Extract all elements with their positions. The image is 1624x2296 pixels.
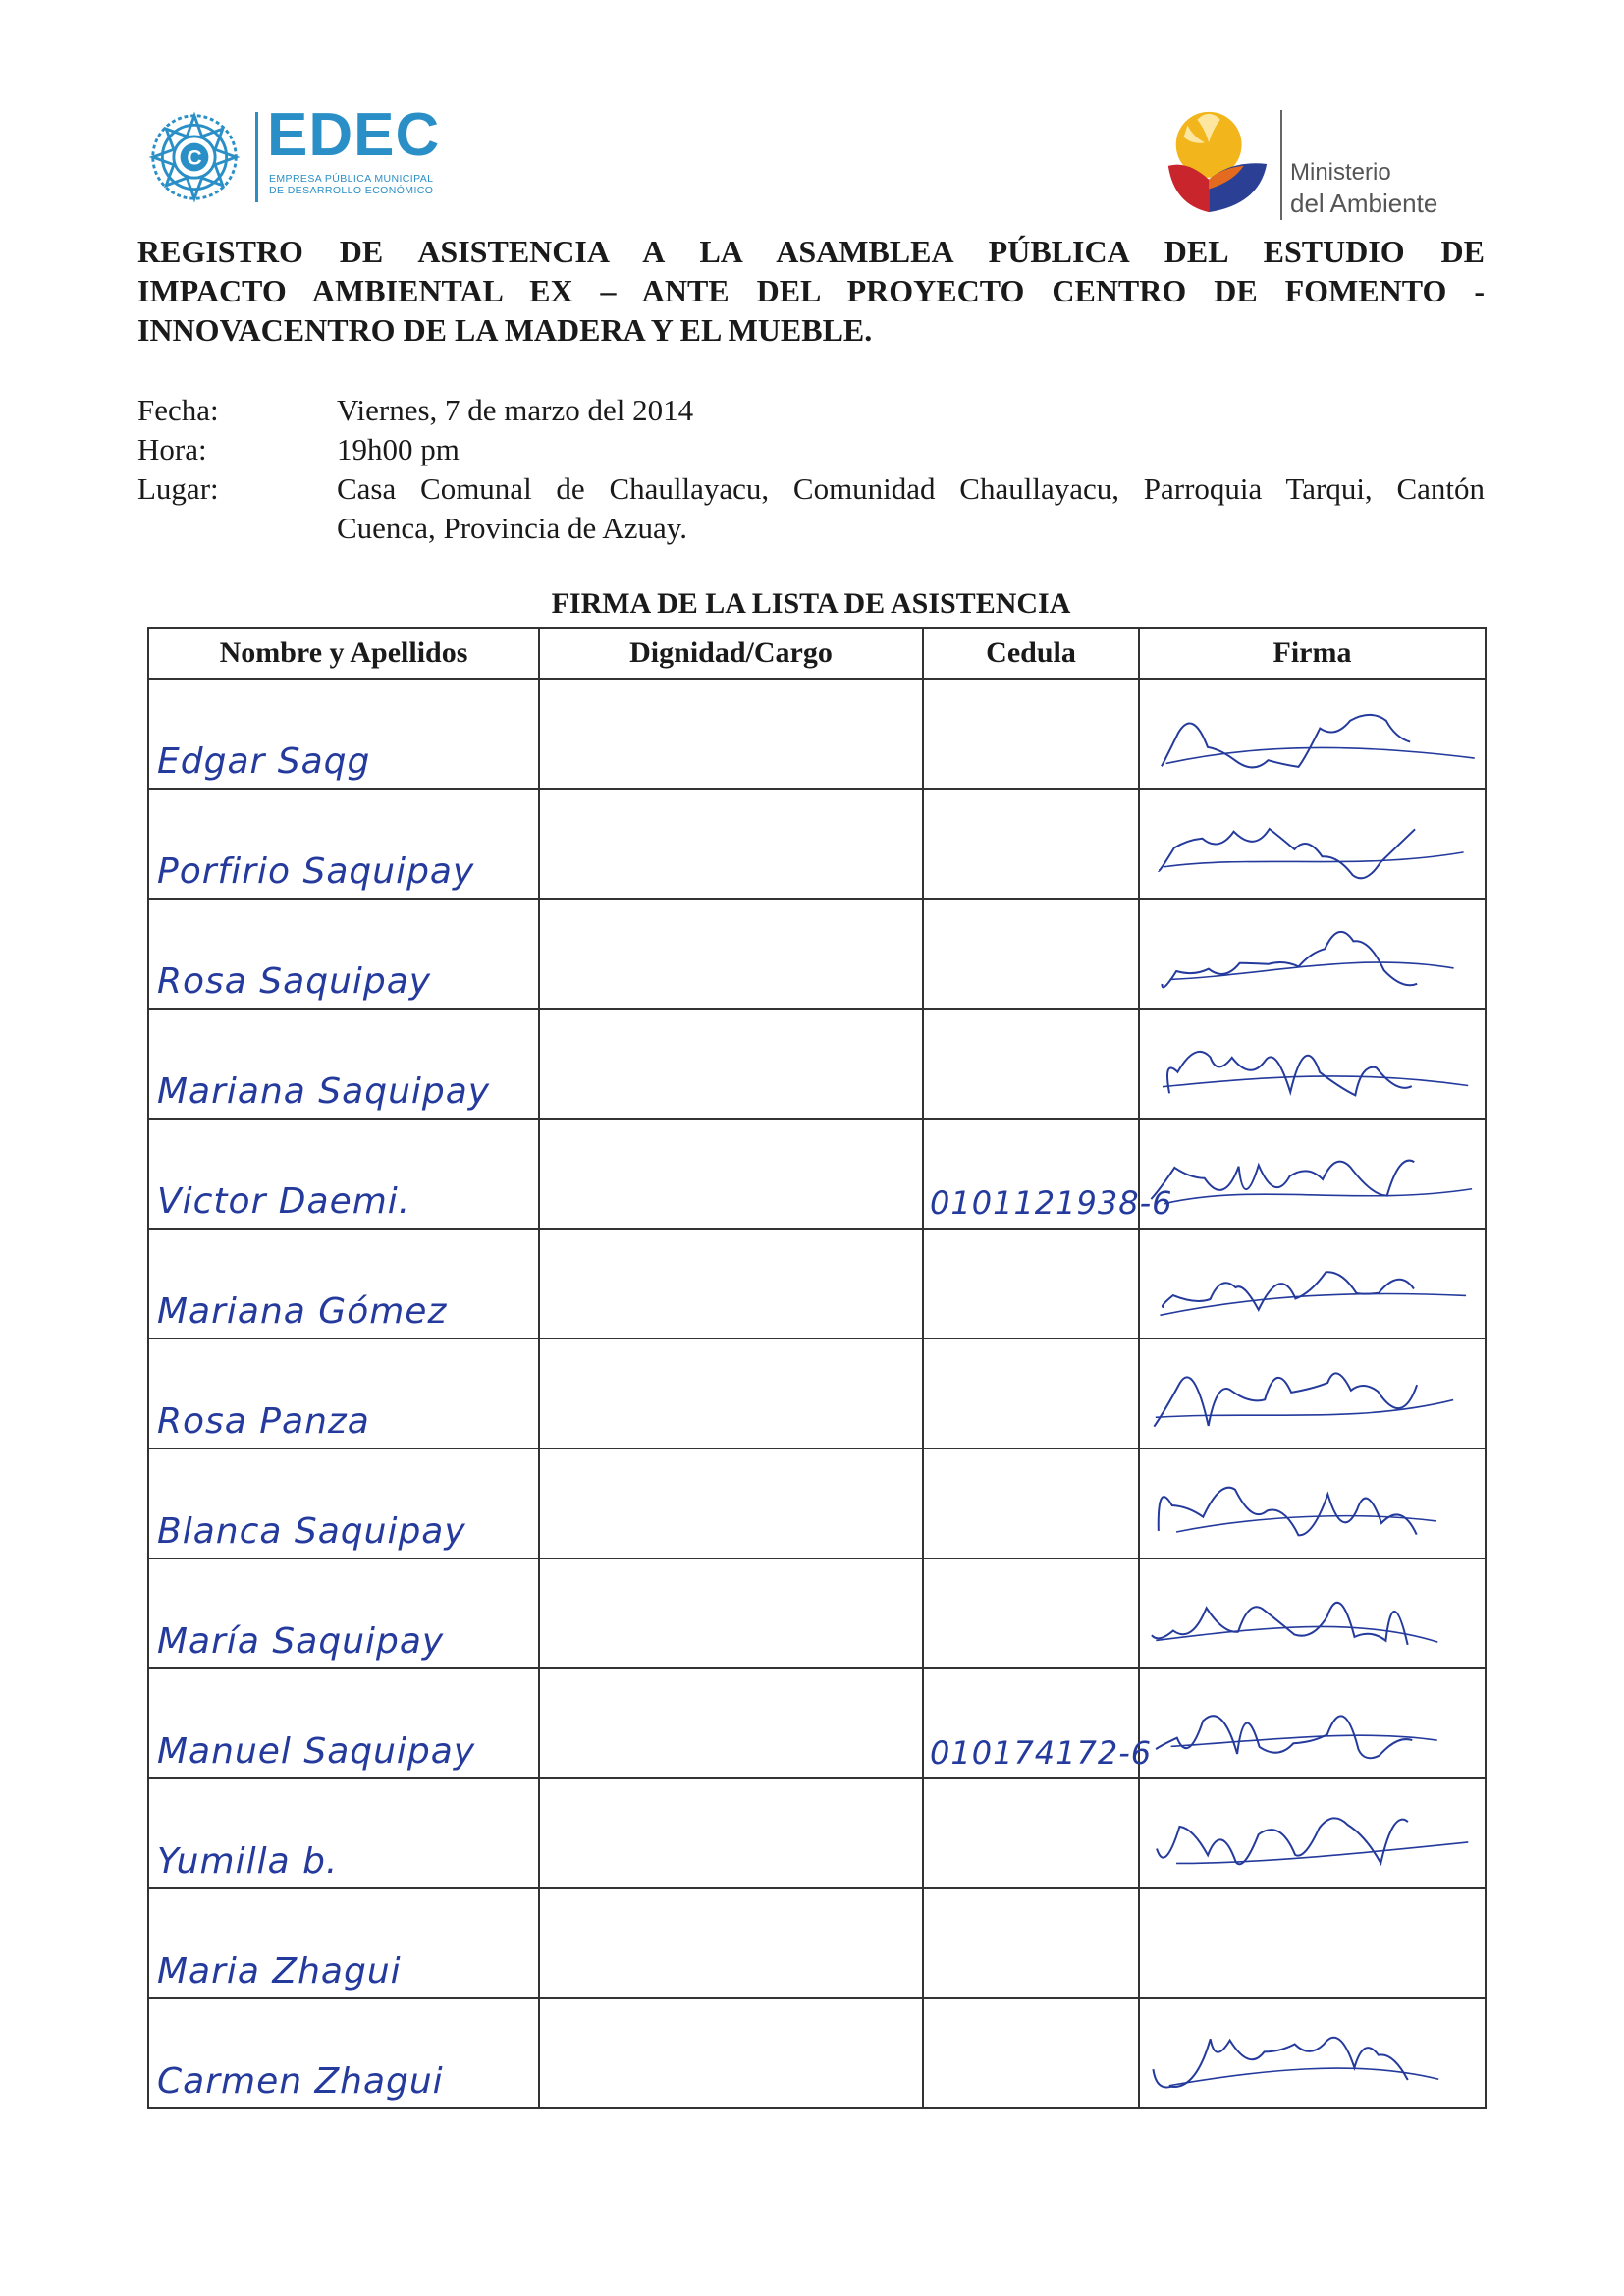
signature-stroke	[1162, 932, 1417, 988]
cell-nombre	[148, 1009, 539, 1119]
section-title: FIRMA DE LA LISTA DE ASISTENCIA	[551, 587, 1071, 620]
cargo-value	[540, 892, 922, 898]
cell-firma	[1139, 1888, 1486, 1998]
cell-cedula	[923, 679, 1139, 789]
title-line-2: IMPACTO AMBIENTAL EX – ANTE DEL PROYECTO CENTRO DE FOMENTO -	[137, 273, 1485, 308]
edec-divider	[255, 112, 258, 202]
signature-stroke	[1153, 2038, 1407, 2088]
table-row	[148, 789, 1486, 899]
handwritten-cedula	[924, 1992, 1138, 1997]
table-row	[148, 1998, 1486, 2108]
cargo-value	[540, 1992, 922, 1997]
signature-scribble	[1140, 900, 1485, 1008]
cell-cargo	[539, 1339, 923, 1449]
cell-cedula	[923, 1009, 1139, 1119]
header-cargo: Dignidad/Cargo	[539, 628, 923, 679]
table-header-row	[148, 628, 1486, 679]
signature-stroke	[1157, 1818, 1408, 1864]
cell-cedula	[923, 1998, 1139, 2108]
lugar-label: Lugar:	[137, 471, 219, 506]
cargo-value	[540, 1552, 922, 1558]
signature-stroke	[1162, 715, 1410, 768]
cell-nombre	[148, 1339, 539, 1449]
cell-cedula	[923, 1229, 1139, 1339]
handwritten-name: Mariana Gómez	[157, 1291, 448, 1332]
edec-logo	[147, 101, 461, 204]
handwritten-cedula	[924, 892, 1138, 898]
cell-firma	[1139, 1009, 1486, 1119]
cell-firma	[1139, 899, 1486, 1009]
handwritten-name: Maria Zhagui	[157, 1951, 402, 1992]
handwritten-name: Rosa Panza	[157, 1401, 370, 1442]
signature-scribble	[1140, 790, 1485, 898]
table-row	[148, 1229, 1486, 1339]
signature-scribble	[1140, 1339, 1485, 1448]
ministerio-line-2: del Ambiente	[1290, 189, 1438, 218]
table-row	[148, 1119, 1486, 1229]
ministerio-line-1: Ministerio	[1290, 159, 1391, 186]
cell-nombre	[148, 1668, 539, 1778]
signature-underline	[1160, 1293, 1466, 1315]
cargo-value	[540, 1332, 922, 1338]
cell-cedula	[923, 1449, 1139, 1558]
fecha-row	[137, 391, 1485, 430]
signature-stroke	[1152, 1603, 1408, 1645]
signature-underline	[1164, 1189, 1472, 1204]
signature-scribble	[1140, 680, 1485, 788]
signature-underline	[1169, 2068, 1438, 2086]
handwritten-cedula	[924, 1662, 1138, 1667]
cell-cedula	[923, 789, 1139, 899]
handwritten-name: Blanca Saquipay	[157, 1511, 466, 1552]
cargo-value	[540, 782, 922, 788]
cell-cargo	[539, 1668, 923, 1778]
cell-nombre	[148, 1229, 539, 1339]
attendance-table	[147, 627, 1487, 2109]
signature-scribble	[1140, 1449, 1485, 1558]
cell-cargo	[539, 1888, 923, 1998]
signature-stroke	[1154, 1373, 1417, 1426]
signature-scribble	[1140, 1669, 1485, 1777]
handwritten-cedula	[924, 1112, 1138, 1118]
signature-scribble	[1140, 1230, 1485, 1338]
ministerio-emblem-icon	[1159, 104, 1274, 220]
cell-cedula	[923, 1339, 1139, 1449]
table-row	[148, 1009, 1486, 1119]
signature-underline	[1176, 1842, 1468, 1864]
handwritten-name: María Saquipay	[157, 1621, 445, 1662]
signature-stroke	[1151, 1161, 1414, 1199]
svg-text:C: C	[187, 146, 202, 170]
edec-emblem-icon	[147, 110, 242, 204]
ministerio-divider	[1280, 110, 1282, 220]
cell-cargo	[539, 1009, 923, 1119]
cell-cedula	[923, 899, 1139, 1009]
table-row	[148, 1339, 1486, 1449]
table-row	[148, 899, 1486, 1009]
cell-nombre	[148, 679, 539, 789]
cell-nombre	[148, 1558, 539, 1668]
cell-firma	[1139, 1449, 1486, 1558]
cell-cargo	[539, 789, 923, 899]
handwritten-name: Mariana Saquipay	[157, 1071, 491, 1112]
cell-cargo	[539, 899, 923, 1009]
handwritten-cedula	[924, 782, 1138, 788]
cell-cedula	[923, 1778, 1139, 1888]
handwritten-name: Rosa Saquipay	[157, 961, 432, 1002]
cell-cedula	[923, 1888, 1139, 1998]
cargo-value	[540, 1662, 922, 1667]
cell-nombre	[148, 1119, 539, 1229]
signature-underline	[1176, 1516, 1436, 1532]
hora-value: 19h00 pm	[337, 432, 460, 466]
table-row	[148, 1558, 1486, 1668]
signature-scribble	[1140, 1779, 1485, 1887]
lugar-value-line-2: Cuenca, Provincia de Azuay.	[337, 511, 687, 545]
cell-nombre	[148, 1778, 539, 1888]
cell-cedula	[923, 1668, 1153, 1778]
hora-row	[137, 430, 1485, 469]
cell-nombre	[148, 789, 539, 899]
cell-firma	[1139, 1229, 1486, 1339]
signature-stroke	[1159, 829, 1415, 878]
header-cedula: Cedula	[923, 628, 1139, 679]
cargo-value	[540, 1002, 922, 1008]
table-row	[148, 1668, 1486, 1778]
signature-underline	[1164, 852, 1464, 867]
cargo-value	[540, 1772, 922, 1777]
cell-firma	[1139, 679, 1486, 789]
header-nombre: Nombre y Apellidos	[148, 628, 539, 679]
handwritten-cedula	[924, 1442, 1138, 1448]
cell-nombre	[148, 1888, 539, 1998]
cell-cedula	[923, 1119, 1173, 1229]
handwritten-cedula: 0101121938-6	[930, 1184, 1173, 1222]
cell-nombre	[148, 1449, 539, 1558]
attendance-rows	[148, 679, 1486, 2108]
cell-nombre	[148, 899, 539, 1009]
edec-name: EDEC	[267, 101, 441, 169]
signature-underline	[1166, 747, 1475, 763]
cell-firma	[1139, 1339, 1486, 1449]
cell-cargo	[539, 1778, 923, 1888]
cell-firma	[1139, 1119, 1486, 1229]
cell-cargo	[539, 1558, 923, 1668]
handwritten-cedula	[924, 1332, 1138, 1338]
cell-cargo	[539, 1229, 923, 1339]
cell-cargo	[539, 1998, 923, 2108]
title-line-3: INNOVACENTRO DE LA MADERA Y EL MUEBLE.	[137, 312, 873, 348]
table-row	[148, 679, 1486, 789]
cell-firma	[1139, 1998, 1486, 2108]
edec-tagline-1: EMPRESA PÚBLICA MUNICIPAL	[269, 173, 434, 185]
handwritten-cedula	[924, 2102, 1138, 2107]
lugar-row	[137, 469, 1485, 548]
cell-firma	[1139, 1558, 1486, 1668]
cell-firma	[1139, 1778, 1486, 1888]
handwritten-cedula	[924, 1552, 1138, 1558]
cargo-value	[540, 1882, 922, 1887]
cell-firma	[1139, 789, 1486, 899]
cell-firma	[1139, 1668, 1486, 1778]
edec-tagline-2: DE DESARROLLO ECONÓMICO	[269, 185, 434, 196]
title-line-1: REGISTRO DE ASISTENCIA A LA ASAMBLEA PÚBLICA DEL ESTUDIO DE	[137, 234, 1485, 269]
cell-cargo	[539, 1119, 923, 1229]
table-row	[148, 1778, 1486, 1888]
signature-scribble	[1140, 1120, 1485, 1228]
signature-scribble	[1140, 1999, 1485, 2107]
handwritten-name: Victor Daemi.	[157, 1181, 411, 1222]
cell-nombre	[148, 1998, 539, 2108]
handwritten-name: Porfirio Saquipay	[157, 851, 475, 892]
handwritten-cedula	[924, 1882, 1138, 1887]
signature-scribble	[1140, 1010, 1485, 1118]
cargo-value	[540, 2102, 922, 2107]
cargo-value	[540, 1222, 922, 1228]
cell-cargo	[539, 679, 923, 789]
document-title	[137, 232, 1485, 350]
handwritten-name: Carmen Zhagui	[157, 2061, 444, 2102]
header-firma: Firma	[1139, 628, 1486, 679]
handwritten-name: Manuel Saquipay	[157, 1731, 476, 1772]
table-row	[148, 1449, 1486, 1558]
cell-cargo	[539, 1449, 923, 1558]
signature-stroke	[1156, 1716, 1412, 1758]
lugar-value-line-1: Casa Comunal de Chaullayacu, Comunidad Chaullayacu, Parroquia Tarqui, Cantón	[337, 471, 1485, 506]
handwritten-cedula: 010174172-6	[930, 1734, 1153, 1772]
fecha-label: Fecha:	[137, 393, 219, 427]
signature-stroke	[1163, 1272, 1414, 1310]
handwritten-cedula	[924, 1002, 1138, 1008]
table-row	[148, 1888, 1486, 1998]
signature-scribble	[1140, 1559, 1485, 1667]
hora-label: Hora:	[137, 432, 207, 466]
signature-stroke	[1167, 1052, 1412, 1095]
signature-underline	[1163, 1076, 1468, 1087]
ministerio-ambiente-logo	[1159, 104, 1473, 232]
handwritten-name: Yumilla b.	[157, 1841, 339, 1882]
cargo-value	[540, 1442, 922, 1448]
cargo-value	[540, 1112, 922, 1118]
handwritten-name: Edgar Saqg	[157, 741, 371, 782]
cell-cedula	[923, 1558, 1139, 1668]
event-details	[137, 391, 1485, 548]
fecha-value: Viernes, 7 de marzo del 2014	[337, 393, 694, 427]
